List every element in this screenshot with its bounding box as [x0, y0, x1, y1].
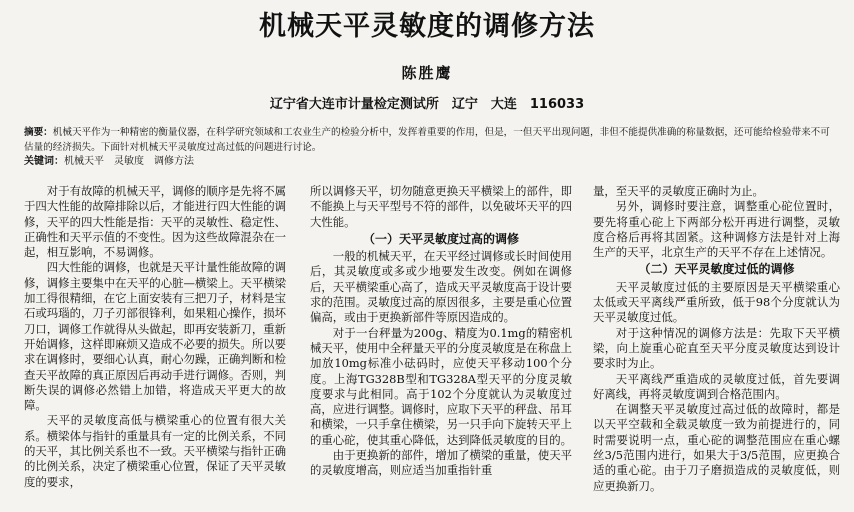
- paragraph: 对于有故障的机械天平，调修的顺序是先将不属于四大性能的故障排除以后，才能进行四大性能的调修，天平的四大性能是指：天平的灵敏性、稳定性、正确性和天平示值的不变性。因为这些故障混杂在一起，相互影响，不易调修。: [24, 184, 287, 260]
- body-column-1: [24, 184, 286, 490]
- author-name: 陈胜鹰: [401, 64, 453, 82]
- paragraph: 另外，调修时要注意，调整重心砣位置时，要先将重心砣上下两部分松开再进行调整，灵敏度合格后再将其固紧。这种调修方法是针对上海生产的天平，北京生产的天平不存在上述情况。: [593, 199, 840, 260]
- abstract-text: 机械天平作为一种精密的衡量仪器，在科学研究领域和工农业生产的检验分析中，发挥着重要的作用，但是，一但天平出现问题，非但不能提供准确的称量数据，还可能给检验带来不可估量的经济损失。下面针对机械天平灵敏度过高过低的问题进行讨论。: [24, 127, 830, 153]
- paper-title: 机械天平灵敏度的调修方法: [259, 11, 595, 42]
- paragraph: 由于更换新的部件，增加了横梁的重量，使天平的灵敏度增高，则应适当加重指针重: [310, 448, 573, 478]
- paragraph: 天平的灵敏度高低与横梁重心的位置有很大关系。横梁体与指针的重量具有一定的比例关系，不同的天平，其比例关系也不一致。天平横梁与指针正确的比例关系，决定了横梁重心位置，保证了天平灵敏度的要求，: [24, 413, 286, 489]
- paragraph: 四大性能的调修，也就是天平计量性能故障的调修，调修主要集中在天平的心脏—横梁上。天平横梁加工得很精细，在它上面安装有三把刀子，材料是宝石或玛瑙的，刀子刃部很锋利，如果粗心操作，损坏刀口，调修工作就得从头做起，即再安装新刀，重新开始调修，这样即麻烦又造成不必要的损失。所以要求在调修时，要细心认真，耐心勿躁，正确判断和检查天平故障的真正原因后再动手进行调修。否则，判断失误的调修必然错上加错，将造成天平更大的故障。: [24, 260, 287, 413]
- abstract-label: 摘要：: [24, 127, 53, 138]
- keywords-text: 机械天平 灵敏度 调修方法: [64, 156, 194, 167]
- paragraph: 对于一台秤量为200g、精度为0.1mg的精密机械天平，使用中全秤量天平的分度灵敏度是在称盘上加放10mg标准小砝码时，应使天平移动100个分度。上海TG328B型和TG328A型天平的分度灵敏度要求与此相同。高于102个分度就认为灵敏度过高，应进行调整。调修时，应取下天平的秤盘、吊耳和横梁，一只手拿住横梁，另一只手向下旋转天平上的重心砣，使其重心降低，达到降低灵敏度的目的。: [310, 325, 572, 447]
- paragraph: 在调整天平灵敏度过高过低的故障时，都是以天平空载和全载灵敏度一致为前提进行的，同时需要说明一点，重心砣的调整范围应在重心螺丝3/5范围内进行，如果大于3/5范围，应更换合适的重心砣。由于刀子磨损造成的灵敏度低，则应更换新刀。: [593, 402, 840, 493]
- abstract: [24, 125, 834, 155]
- body-column-2: [310, 184, 572, 479]
- paragraph: 天平离线严重造成的灵敏度过低，首先要调好离线，再将灵敏度调到合格范围内。: [593, 371, 840, 401]
- paragraph-continued: 所以调修天平，切勿随意更换天平横梁上的部件，即不能换上与天平型号不符的部件，以免破坏天平的四大性能。: [310, 184, 572, 229]
- section-heading-1: （一）天平灵敏度过高的调修: [362, 231, 519, 246]
- keywords: [24, 155, 834, 169]
- body-column-3: [593, 184, 840, 494]
- paragraph: 天平灵敏度过低的主要原因是天平横梁重心太低或天平离线严重所致，低于98个分度就认为天平灵敏度过低。: [593, 279, 840, 325]
- paragraph-continued: 量，至天平的灵敏度正确时为止。: [593, 184, 764, 198]
- section-heading-2: （二）天平灵敏度过低的调修: [638, 262, 795, 277]
- affiliation: 辽宁省大连市计量检定测试所 辽宁 大连 116033: [269, 97, 585, 112]
- paragraph: 一般的机械天平，在天平经过调修或长时间使用后，其灵敏度或多或少地要发生改变。例如在调修后，天平横梁重心高了，造成天平灵敏度高于设计要求的范围。灵敏度过高的原因很多，主要是重心位置偏高，或由于更换新部件等原因造成的。: [310, 249, 573, 325]
- keywords-label: 关键词：: [24, 156, 64, 167]
- paragraph: 对于这种情况的调修方法是：先取下天平横梁，向上旋重心砣直至天平分度灵敏度达到设计要求时为止。: [593, 325, 840, 371]
